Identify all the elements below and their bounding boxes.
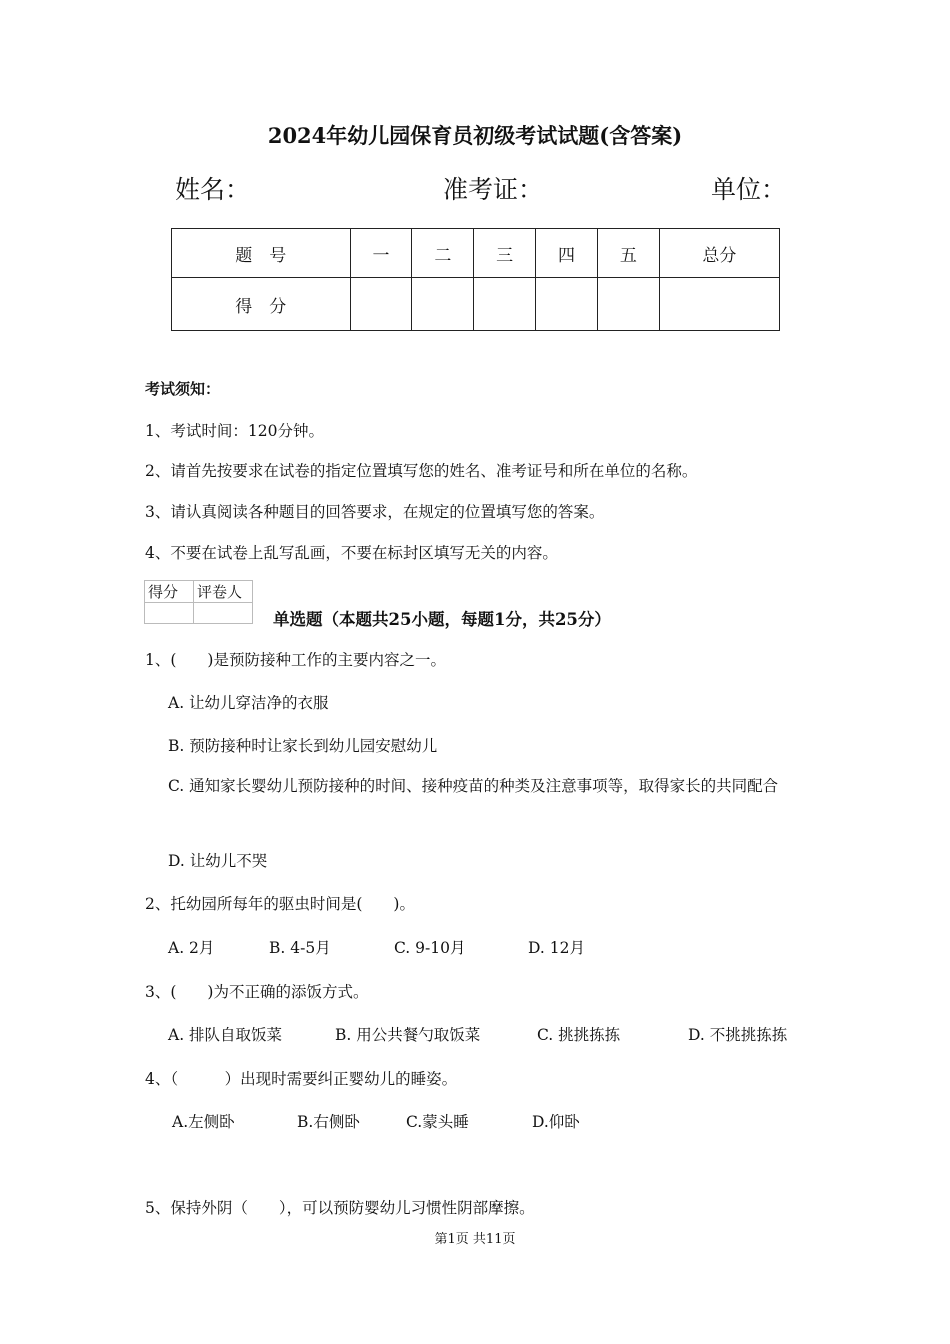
question-option: A. 排队自取饭菜 — [168, 1026, 283, 1044]
question-option: C. 挑挑拣拣 — [537, 1026, 621, 1044]
question-option: C.蒙头睡 — [406, 1113, 469, 1131]
question-option: B. 用公共餐勺取饭菜 — [335, 1026, 481, 1044]
question-option: A. 2月 — [168, 939, 215, 957]
question-stem: 3、( )为不正确的添饭方式。 — [145, 983, 369, 1001]
document-title: 2024年幼儿园保育员初级考试试题(含答案) — [267, 123, 683, 148]
notice-item: 1、考试时间：120分钟。 — [145, 422, 324, 440]
name-field-label: 姓名： — [175, 175, 251, 204]
unit-field-label: 单位： — [711, 175, 787, 204]
question-option: D. 12月 — [528, 939, 585, 957]
score-cell[interactable] — [536, 278, 598, 331]
question-option: B. 预防接种时让家长到幼儿园安慰幼儿 — [168, 737, 438, 755]
section-title: 单选题（本题共25小题，每题1分，共25分） — [273, 610, 611, 629]
score-cell[interactable] — [597, 278, 659, 331]
score-table-header-row — [172, 229, 780, 278]
score-table-header-cell: 一 — [350, 229, 412, 278]
score-cell[interactable] — [474, 278, 536, 331]
question-option: B. 4-5月 — [269, 939, 331, 957]
notice-title: 考试须知： — [145, 380, 221, 398]
grader-box — [144, 580, 253, 624]
question-stem: 1、( )是预防接种工作的主要内容之一。 — [145, 651, 446, 669]
question-option: C. 通知家长婴幼儿预防接种的时间、接种疫苗的种类及注意事项等，取得家长的共同配合 — [168, 777, 779, 795]
question-option: D.仰卧 — [532, 1113, 580, 1131]
score-table-score-row — [172, 278, 780, 331]
question-option: D. 不挑挑拣拣 — [688, 1026, 788, 1044]
score-cell[interactable] — [350, 278, 412, 331]
score-cell[interactable] — [659, 278, 779, 331]
question-option: A.左侧卧 — [172, 1113, 235, 1131]
notice-item: 3、请认真阅读各种题目的回答要求，在规定的位置填写您的答案。 — [145, 503, 605, 521]
page-footer: 第1页 共11页 — [434, 1232, 516, 1247]
question-stem: 4、（ ）出现时需要纠正婴幼儿的睡姿。 — [145, 1070, 458, 1088]
score-table-header-cell: 二 — [412, 229, 474, 278]
score-table — [171, 228, 780, 331]
question-stem: 5、保持外阴（ ），可以预防婴幼儿习惯性阴部摩擦。 — [145, 1199, 535, 1217]
score-table-header-cell: 三 — [474, 229, 536, 278]
grader-box-grader-label: 评卷人 — [194, 581, 253, 603]
score-cell[interactable] — [412, 278, 474, 331]
question-option: D. 让幼儿不哭 — [168, 852, 268, 870]
question-option: A. 让幼儿穿洁净的衣服 — [168, 694, 329, 712]
grader-box-score-label: 得分 — [145, 581, 194, 603]
score-table-header-cell: 五 — [597, 229, 659, 278]
question-option: B.右侧卧 — [297, 1113, 360, 1131]
grader-box-score-cell[interactable] — [145, 603, 194, 624]
question-option: C. 9-10月 — [394, 939, 466, 957]
score-table-header-cell: 四 — [536, 229, 598, 278]
grader-box-grader-cell[interactable] — [194, 603, 253, 624]
notice-item: 4、不要在试卷上乱写乱画，不要在标封区填写无关的内容。 — [145, 544, 558, 562]
score-row-label: 得 分 — [172, 278, 351, 331]
exam-number-field-label: 准考证： — [443, 175, 544, 204]
notice-item: 2、请首先按要求在试卷的指定位置填写您的姓名、准考证号和所在单位的名称。 — [145, 462, 698, 480]
score-table-header-cell: 总分 — [659, 229, 779, 278]
score-table-header-cell: 题 号 — [172, 229, 351, 278]
question-stem: 2、托幼园所每年的驱虫时间是( )。 — [145, 895, 415, 913]
